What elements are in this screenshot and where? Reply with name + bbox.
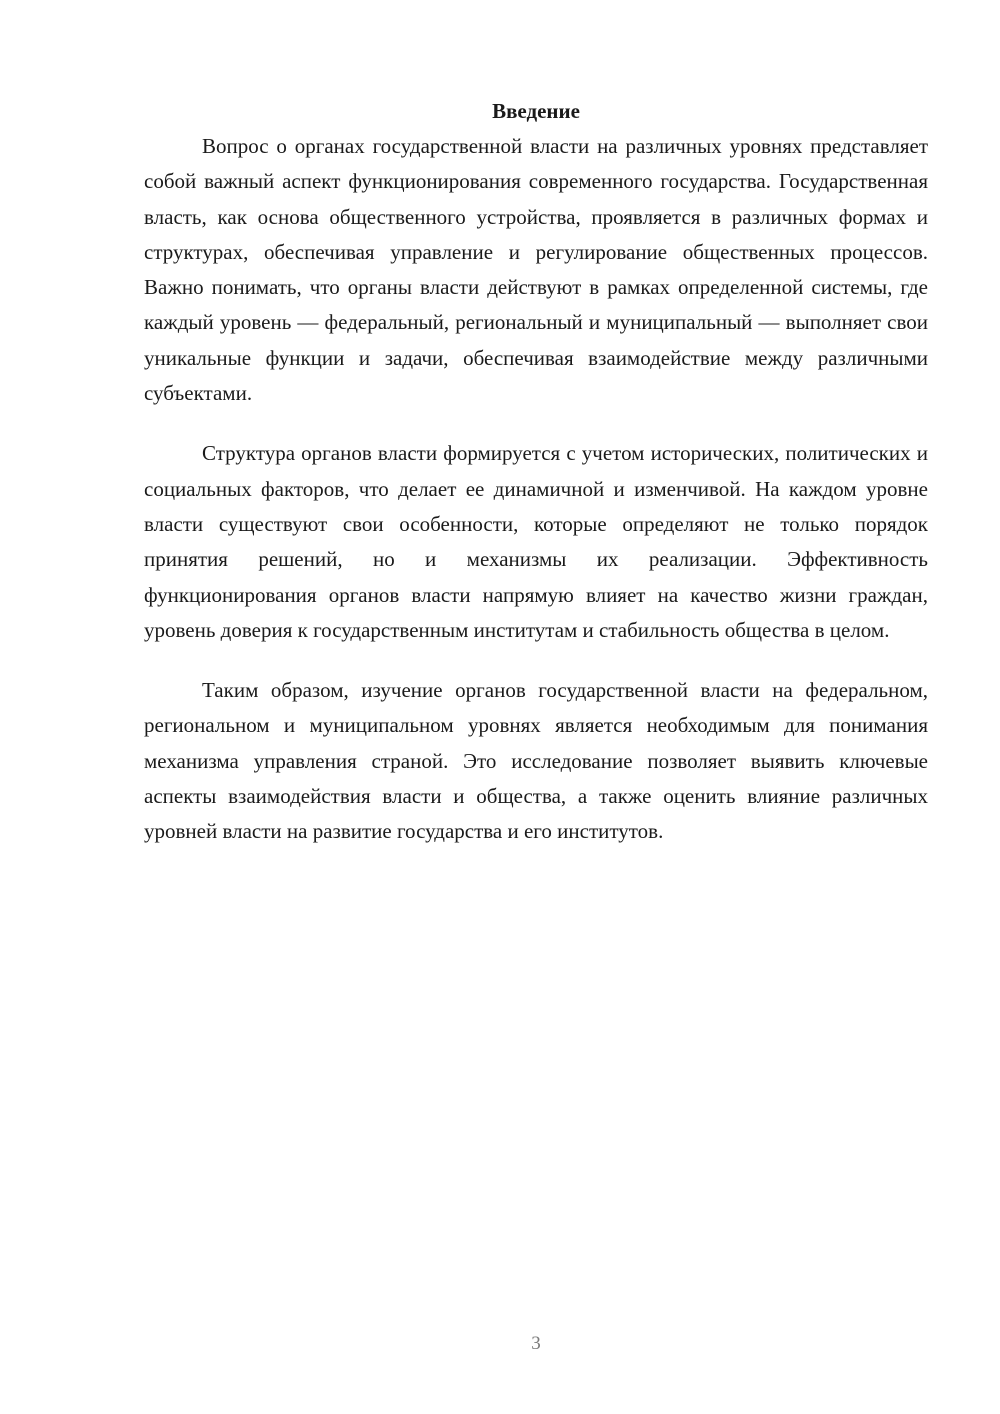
section-heading: Введение xyxy=(492,99,580,123)
page-content xyxy=(144,94,928,850)
paragraph-3: Таким образом, изучение органов государственной власти на федеральном, региональном и муниципальном уровнях является необходимым для понимания механизма управления страной. Это исследование позволяет выявить ключевые аспекты взаимодействия власти и общества, а также оценить влияние различных уровней власти на развитие государства и его институтов. xyxy=(144,678,928,844)
paragraph-2: Структура органов власти формируется с учетом исторических, политических и социальных факторов, что делает ее динамичной и изменчивой. На каждом уровне власти существуют свои особенности, которые определяют не только порядок принятия решений, но и механизмы их реализации. Эффективность функционирования органов власти напрямую влияет на качество жизни граждан, уровень доверия к государственным институтам и стабильность общества в целом. xyxy=(144,441,928,642)
paragraph-1: Вопрос о органах государственной власти на различных уровнях представляет собой важный аспект функционирования современного государства. Государственная власть, как основа общественного устройства, проявляется в различных формах и структурах, обеспечивая управление и регулирование общественных процессов. Важно понимать, что органы власти действуют в рамках определенной системы, где каждый уровень — федеральный, региональный и муниципальный — выполняет свои уникальные функции и задачи, обеспечивая взаимодействие между различными субъектами. xyxy=(144,134,928,406)
page-number: 3 xyxy=(531,1333,541,1354)
